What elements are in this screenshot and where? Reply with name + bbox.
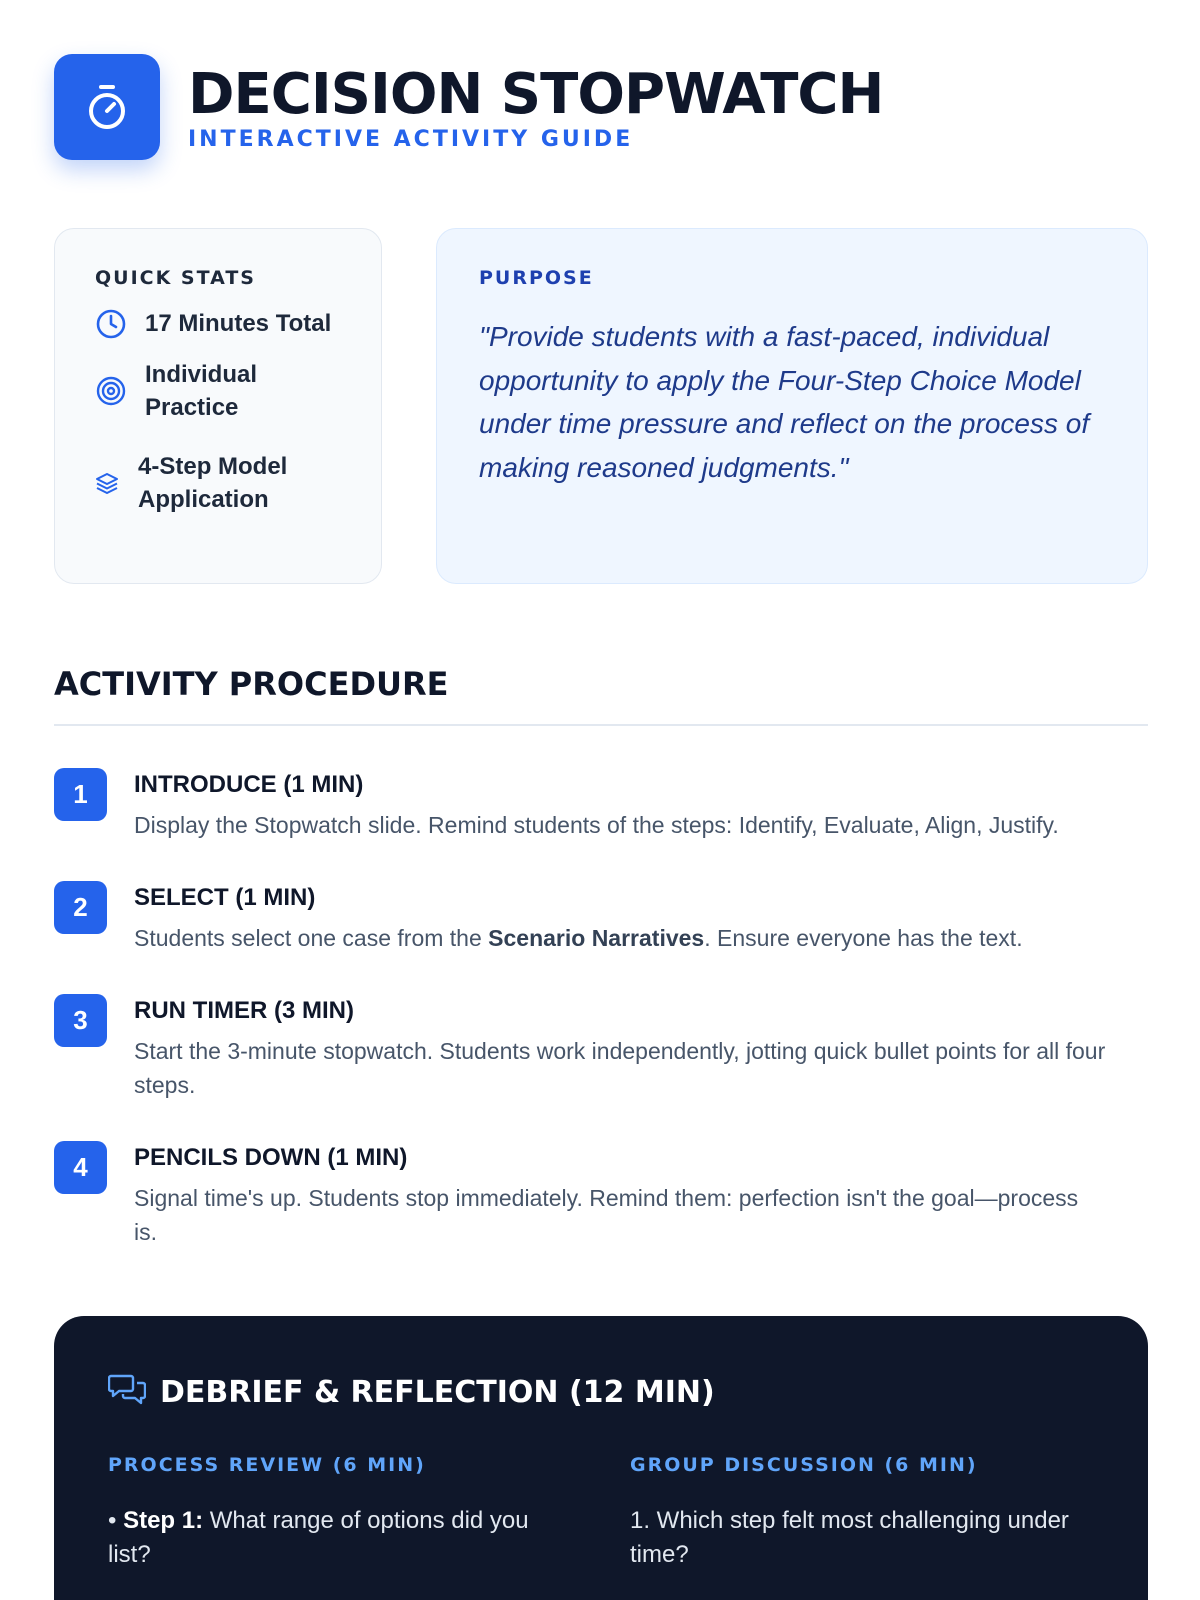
stopwatch-icon bbox=[54, 54, 160, 160]
title-block bbox=[188, 63, 883, 152]
question-text: What range of options did you list? bbox=[108, 1507, 529, 1568]
process-review-label: PROCESS REVIEW (6 MIN) bbox=[108, 1454, 426, 1476]
step-text: . Ensure everyone has the text. bbox=[704, 925, 1023, 951]
quick-stats-card bbox=[54, 228, 382, 584]
step-title: SELECT (1 MIN) bbox=[134, 884, 316, 911]
group-discussion-column bbox=[630, 1454, 1080, 1572]
debrief-panel bbox=[54, 1316, 1148, 1600]
process-review-column bbox=[108, 1454, 558, 1572]
step-number-badge: 3 bbox=[54, 994, 107, 1047]
target-icon bbox=[95, 375, 129, 407]
step-text: Students select one case from the bbox=[134, 925, 489, 951]
step-number-badge: 1 bbox=[54, 768, 107, 821]
procedure-step bbox=[54, 881, 1148, 955]
step-reference: Step 1: bbox=[123, 1507, 204, 1534]
step-title: PENCILS DOWN (1 MIN) bbox=[134, 1144, 408, 1171]
step-title: INTRODUCE (1 MIN) bbox=[134, 771, 364, 798]
page-subtitle: INTERACTIVE ACTIVITY GUIDE bbox=[188, 126, 634, 152]
purpose-label: PURPOSE bbox=[479, 267, 594, 289]
step-number-badge: 4 bbox=[54, 1141, 107, 1194]
stat-item-model bbox=[95, 450, 341, 516]
step-number-badge: 2 bbox=[54, 881, 107, 934]
debrief-header bbox=[108, 1372, 715, 1413]
layers-icon bbox=[95, 471, 121, 495]
page-title: DECISION STOPWATCH bbox=[188, 61, 884, 127]
scenario-narratives-emphasis: Scenario Narratives bbox=[488, 925, 705, 951]
procedure-title: ACTIVITY PROCEDURE bbox=[54, 665, 449, 703]
stat-label: 4-Step Model Application bbox=[138, 453, 288, 513]
process-review-item bbox=[108, 1504, 558, 1572]
stat-item-mode bbox=[95, 358, 341, 424]
stat-label: 17 Minutes Total bbox=[145, 310, 332, 337]
step-title: RUN TIMER (3 MIN) bbox=[134, 997, 354, 1024]
procedure-step bbox=[54, 1141, 1148, 1249]
procedure-step bbox=[54, 994, 1148, 1102]
debrief-title: DEBRIEF & REFLECTION (12 MIN) bbox=[160, 1375, 715, 1410]
purpose-card bbox=[436, 228, 1148, 584]
step-description: Start the 3-minute stopwatch. Students work independently, jotting quick bullet points for all four steps. bbox=[134, 1038, 1106, 1098]
page-header bbox=[54, 54, 883, 160]
stat-label: Individual Practice bbox=[145, 361, 258, 421]
stat-item-duration bbox=[95, 307, 341, 340]
procedure-step bbox=[54, 768, 1148, 842]
group-discussion-item: 1. Which step felt most challenging under time? bbox=[630, 1507, 1069, 1568]
chat-bubbles-icon bbox=[108, 1372, 146, 1413]
clock-icon bbox=[95, 308, 129, 340]
step-description: Signal time's up. Students stop immediately. Remind them: perfection isn't the goal—process is. bbox=[134, 1185, 1079, 1245]
bullet: • bbox=[108, 1507, 124, 1534]
step-description bbox=[134, 921, 1148, 955]
quick-stats-label: QUICK STATS bbox=[95, 267, 256, 289]
purpose-quote: "Provide students with a fast-paced, individual opportunity to apply the Four-Step Choice Model under time pressure and reflect on the process of making reasoned judgments." bbox=[479, 321, 1090, 483]
section-divider bbox=[54, 724, 1148, 726]
step-description: Display the Stopwatch slide. Remind students of the steps: Identify, Evaluate, Align, Justify. bbox=[134, 812, 1059, 838]
group-discussion-label: GROUP DISCUSSION (6 MIN) bbox=[630, 1454, 978, 1476]
